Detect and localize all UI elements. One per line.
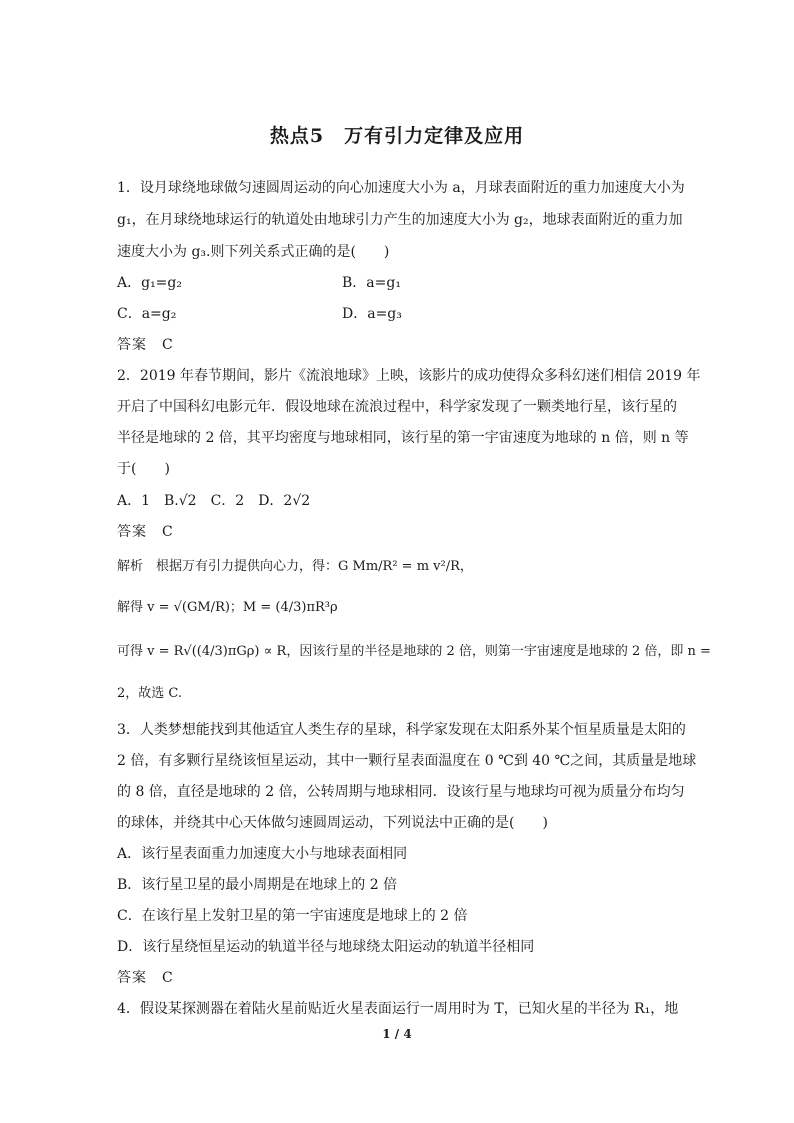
- q2-explanation-3: 可得 v = R√((4/3)πGρ) ∝ R，因该行星的半径是地球的 2 倍，则第一宇宙速度是地球的 2 倍，即 n =: [117, 644, 711, 659]
- q3-line-4: 的球体，并绕其中心天体做匀速圆周运动，下列说法中正确的是( ): [117, 815, 548, 831]
- q1-line-3: 速度大小为 g₃.则下列关系式正确的是( ): [117, 244, 390, 260]
- q2-explanation-2: 解得 v = √(GM/R)；M = (4/3)πR³ρ: [117, 600, 338, 615]
- q2-line-4: 于( ): [117, 461, 170, 477]
- q2-options: A．1 B.√2 C．2 D．2√2: [117, 493, 311, 509]
- q1-line-1: 1．设月球绕地球做匀速圆周运动的向心加速度大小为 a，月球表面附近的重力加速度大小为: [117, 180, 685, 196]
- q3-option-d: D．该行星绕恒星运动的轨道半径与地球绕太阳运动的轨道半径相同: [117, 939, 535, 955]
- q1-option-a: A．g₁=g₂: [117, 275, 182, 291]
- q2-line-2: 开启了中国科幻电影元年．假设地球在流浪过程中，科学家发现了一颗类地行星，该行星的: [117, 399, 677, 415]
- q2-line-3: 半径是地球的 2 倍，其平均密度与地球相同，该行星的第一宇宙速度为地球的 n 倍，则 n 等: [117, 430, 689, 446]
- q3-option-b: B．该行星卫星的最小周期是在地球上的 2 倍: [117, 877, 398, 893]
- q2-answer: 答案 C: [117, 524, 174, 540]
- q2-explanation-4: 2，故选 C.: [117, 686, 183, 701]
- q3-option-c: C．在该行星上发射卫星的第一宇宙速度是地球上的 2 倍: [117, 908, 468, 924]
- q1-option-b: B．a=g₁: [342, 275, 401, 291]
- q1-line-2: g₁，在月球绕地球运行的轨道处由地球引力产生的加速度大小为 g₂，地球表面附近的重力加: [117, 212, 683, 228]
- page-title: 热点5 万有引力定律及应用: [269, 125, 525, 147]
- page-number: 1 / 4: [382, 1027, 412, 1041]
- q3-option-a: A．该行星表面重力加速度大小与地球表面相同: [117, 846, 408, 862]
- q2-explanation-1: 解析 根据万有引力提供向心力，得：G Mm/R² = m v²/R，: [117, 559, 473, 574]
- q4-line-1: 4．假设某探测器在着陆火星前贴近火星表面运行一周用时为 T，已知火星的半径为 R₁，地: [117, 1001, 679, 1017]
- q3-line-1: 3．人类梦想能找到其他适宜人类生存的星球，科学家发现在太阳系外某个恒星质量是太阳的: [117, 722, 686, 738]
- q3-line-3: 的 8 倍，直径是地球的 2 倍，公转周期与地球相同．设该行星与地球均可视为质量分布均匀: [117, 784, 685, 800]
- q3-answer: 答案 C: [117, 970, 174, 986]
- q1-option-c: C．a=g₂: [117, 306, 177, 322]
- q2-line-1: 2．2019 年春节期间，影片《流浪地球》上映，该影片的成功使得众多科幻迷们相信 2019 年: [117, 368, 701, 384]
- q3-line-2: 2 倍，有多颗行星绕该恒星运动，其中一颗行星表面温度在 0 ℃到 40 ℃之间，其质量是地球: [117, 753, 697, 769]
- q1-answer: 答案 C: [117, 337, 174, 353]
- q1-option-d: D．a=g₃: [342, 306, 402, 322]
